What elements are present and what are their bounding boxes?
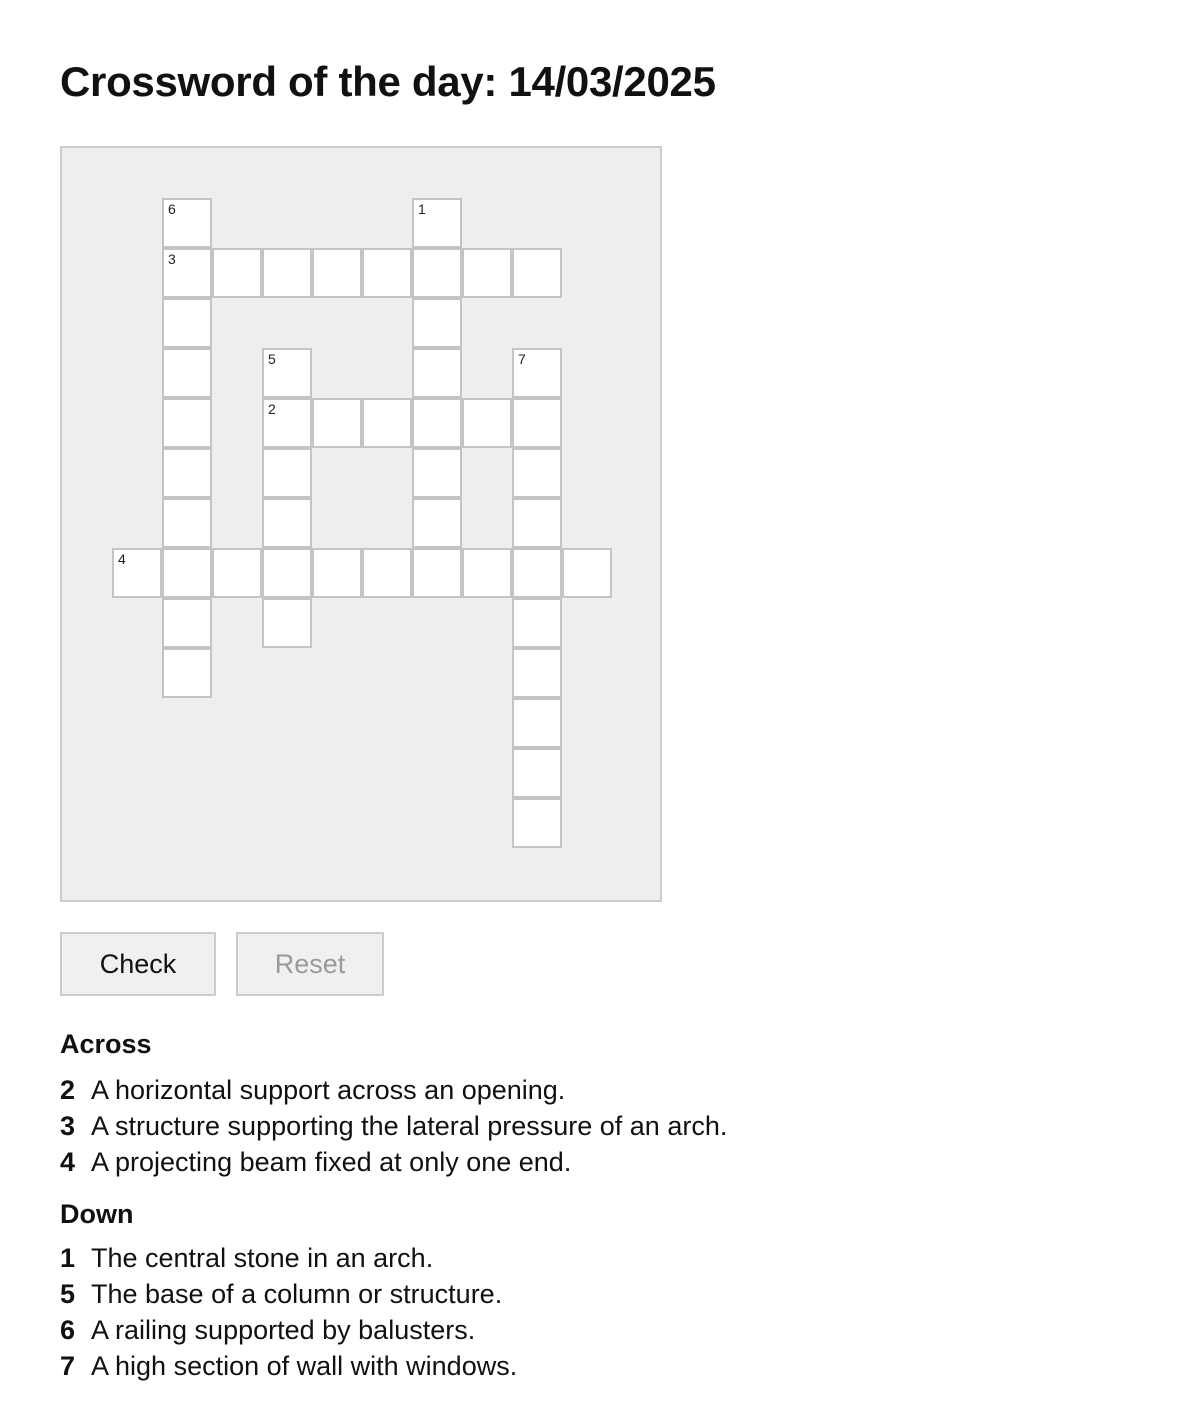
- crossword-cell[interactable]: [262, 448, 312, 498]
- crossword-cell[interactable]: [462, 548, 512, 598]
- crossword-cell[interactable]: [412, 548, 462, 598]
- crossword-cell[interactable]: [512, 498, 562, 548]
- clue-number: 6: [60, 1315, 76, 1345]
- across-heading: Across: [60, 1029, 152, 1059]
- crossword-cell[interactable]: [412, 498, 462, 548]
- crossword-cell[interactable]: [162, 498, 212, 548]
- crossword-cell[interactable]: [162, 248, 212, 298]
- check-button[interactable]: Check: [60, 932, 216, 996]
- crossword-cell[interactable]: [112, 548, 162, 598]
- clue-text: A structure supporting the lateral pressure of an arch.: [91, 1111, 728, 1141]
- crossword-cell[interactable]: [312, 248, 362, 298]
- crossword-cell[interactable]: [412, 448, 462, 498]
- clue-number: 2: [60, 1075, 76, 1105]
- clue-down-6[interactable]: [60, 1312, 517, 1348]
- page-title: Crossword of the day: 14/03/2025: [60, 58, 716, 105]
- crossword-cell[interactable]: [162, 648, 212, 698]
- down-heading: Down: [60, 1199, 134, 1229]
- crossword-cell[interactable]: [162, 298, 212, 348]
- cell-number: 6: [168, 201, 176, 217]
- cell-number: 1: [418, 201, 426, 217]
- crossword-cell[interactable]: [262, 598, 312, 648]
- crossword-cell[interactable]: [262, 398, 312, 448]
- crossword-cell[interactable]: [362, 548, 412, 598]
- clue-number: 5: [60, 1279, 76, 1309]
- crossword-cell[interactable]: [162, 448, 212, 498]
- clue-down-1[interactable]: [60, 1240, 517, 1276]
- crossword-cell[interactable]: [512, 248, 562, 298]
- crossword-cell[interactable]: [512, 698, 562, 748]
- crossword-cell[interactable]: [362, 398, 412, 448]
- cell-number: 4: [118, 551, 126, 567]
- crossword-cell[interactable]: [412, 348, 462, 398]
- crossword-cell[interactable]: [312, 398, 362, 448]
- crossword-cell[interactable]: [462, 398, 512, 448]
- cell-number: 7: [518, 351, 526, 367]
- crossword-cell[interactable]: [262, 498, 312, 548]
- cell-number: 2: [268, 401, 276, 417]
- crossword-cell[interactable]: [512, 648, 562, 698]
- crossword-cell[interactable]: [512, 748, 562, 798]
- clue-text: A horizontal support across an opening.: [91, 1075, 566, 1105]
- clue-text: A railing supported by balusters.: [91, 1315, 476, 1345]
- crossword-cell[interactable]: [162, 348, 212, 398]
- crossword-cell[interactable]: [512, 798, 562, 848]
- clue-down-7[interactable]: [60, 1348, 517, 1384]
- crossword-cell[interactable]: [312, 548, 362, 598]
- crossword-cell[interactable]: [512, 348, 562, 398]
- clue-number: 7: [60, 1351, 76, 1381]
- reset-button[interactable]: Reset: [236, 932, 384, 996]
- cell-number: 5: [268, 351, 276, 367]
- crossword-cell[interactable]: [412, 198, 462, 248]
- crossword-cell[interactable]: [162, 598, 212, 648]
- crossword-cell[interactable]: [512, 548, 562, 598]
- crossword-cell[interactable]: [262, 548, 312, 598]
- clue-down-5[interactable]: [60, 1276, 517, 1312]
- crossword-cell[interactable]: [412, 298, 462, 348]
- crossword-cell[interactable]: [362, 248, 412, 298]
- crossword-cell[interactable]: [412, 398, 462, 448]
- clue-number: 3: [60, 1111, 76, 1141]
- crossword-cell[interactable]: [512, 598, 562, 648]
- crossword-grid: [60, 146, 662, 902]
- crossword-cell[interactable]: [462, 248, 512, 298]
- crossword-cell[interactable]: [412, 248, 462, 298]
- crossword-cell[interactable]: [212, 248, 262, 298]
- crossword-cell[interactable]: [262, 248, 312, 298]
- clue-text: The central stone in an arch.: [91, 1243, 434, 1273]
- clue-text: The base of a column or structure.: [91, 1279, 503, 1309]
- clue-number: 4: [60, 1147, 76, 1177]
- crossword-cell[interactable]: [512, 448, 562, 498]
- clue-text: A high section of wall with windows.: [91, 1351, 518, 1381]
- crossword-cell[interactable]: [162, 198, 212, 248]
- crossword-cell[interactable]: [512, 398, 562, 448]
- down-clue-list: [60, 1240, 517, 1384]
- clue-across-4[interactable]: [60, 1144, 727, 1180]
- crossword-cell[interactable]: [562, 548, 612, 598]
- clue-across-3[interactable]: [60, 1108, 727, 1144]
- crossword-cell[interactable]: [212, 548, 262, 598]
- clue-text: A projecting beam fixed at only one end.: [91, 1147, 572, 1177]
- clue-across-2[interactable]: [60, 1072, 727, 1108]
- cell-number: 3: [168, 251, 176, 267]
- across-clue-list: [60, 1072, 727, 1180]
- crossword-cell[interactable]: [162, 398, 212, 448]
- clue-number: 1: [60, 1243, 76, 1273]
- crossword-cell[interactable]: [162, 548, 212, 598]
- crossword-cell[interactable]: [262, 348, 312, 398]
